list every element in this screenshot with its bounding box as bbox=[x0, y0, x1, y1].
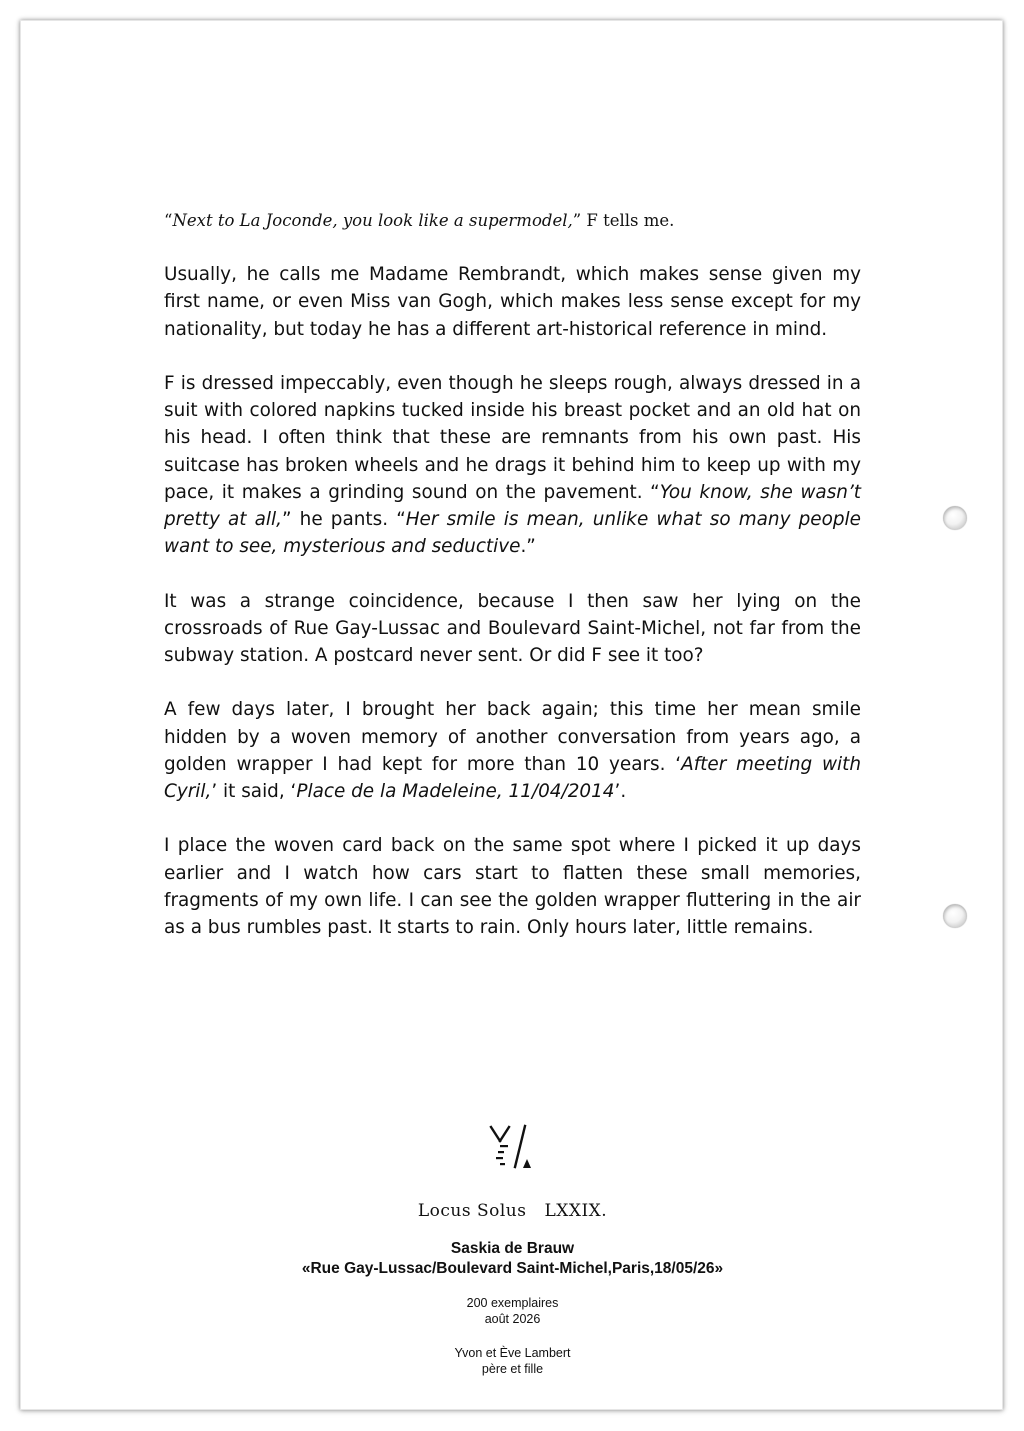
paragraph-4 bbox=[164, 696, 861, 805]
opening-quote bbox=[164, 208, 861, 234]
binder-hole-lower bbox=[943, 904, 967, 928]
page-sheet bbox=[20, 20, 1003, 1410]
paragraph-2-italic-1: You know, she wasn’t pretty at all, bbox=[164, 481, 861, 530]
binder-hole-upper bbox=[943, 506, 967, 530]
opening-quote-tail: F tells me. bbox=[581, 211, 675, 230]
paragraph-3: It was a strange coincidence, because I then saw her lying on the crossroads of Rue Gay-Lussac and Boulevard Saint-Michel, not far from the subway station. A postcard never sent. Or did F see it too? bbox=[164, 590, 861, 666]
paragraph-1: Usually, he calls me Madame Rembrandt, which makes sense given my first name, or even Miss van Gogh, which makes less sense except for my nationality, but today he has a different art-historical reference in mind. bbox=[164, 264, 861, 340]
edition-date: août 2026 bbox=[484, 1312, 541, 1326]
paragraph-2-italic-2: Her smile is mean, unlike what so many people want to see, mysterious and seductive bbox=[164, 509, 861, 558]
paragraph-5: I place the woven card back on the same spot where I picked it up days earlier and I watch how cars start to flatten these small memories, fragments of my own life. I can see the golden wrapper fluttering in the air as a bus rumbles past. It starts to rain. Only hours later, little remains. bbox=[164, 835, 861, 938]
y-slash-logo-icon bbox=[487, 1123, 537, 1173]
paragraph-2-part-c: .” bbox=[520, 536, 536, 558]
author-name: Saskia de Brauw bbox=[450, 1240, 575, 1257]
series-line bbox=[21, 1201, 1004, 1221]
edition-copies: 200 exemplaires bbox=[466, 1296, 559, 1310]
edition-block bbox=[21, 1295, 1004, 1327]
paragraph-4-italic-1: After meeting with Cyril, bbox=[164, 753, 861, 802]
paragraph-4-part-a: A few days later, I brought her back again; this time her mean smile hidden by a woven memory of another conversation from years ago, a golden wrapper I had kept for more than 10 years. ‘ bbox=[164, 699, 861, 775]
quote-mark-open: “ bbox=[164, 211, 173, 230]
paragraph-2 bbox=[164, 370, 861, 560]
opening-quote-italic: Next to La Joconde, you look like a supermodel, bbox=[172, 211, 573, 230]
publisher-name: Yvon et Ève Lambert bbox=[454, 1346, 571, 1360]
publisher-block bbox=[21, 1345, 1004, 1377]
quote-mark-close: ” bbox=[572, 211, 582, 230]
paragraph-4-part-b: ’ it said, ‘ bbox=[211, 781, 297, 802]
paragraph-4-italic-2: Place de la Madeleine, 11/04/2014 bbox=[296, 781, 615, 802]
essay-text bbox=[164, 208, 861, 968]
work-title: «Rue Gay-Lussac/Boulevard Saint-Michel,Paris,18/05/26» bbox=[301, 1260, 724, 1277]
paragraph-2-part-b: ” he pants. “ bbox=[281, 509, 406, 530]
credit-block bbox=[21, 1239, 1004, 1279]
publisher-note: père et fille bbox=[481, 1362, 544, 1376]
series-name: Locus Solus bbox=[417, 1201, 527, 1221]
paragraph-2-part-a: F is dressed impeccably, even though he sleeps rough, always dressed in a suit with colored napkins tucked inside his breast pocket and an old hat on his head. I often think that these are remnants from his own past. His suitcase has broken wheels and he drags it behind him to keep up with my pace, it makes a grinding sound on the pavement. “ bbox=[164, 372, 861, 503]
paragraph-4-part-c: ’. bbox=[614, 781, 627, 802]
series-number: LXXIX. bbox=[544, 1201, 608, 1221]
